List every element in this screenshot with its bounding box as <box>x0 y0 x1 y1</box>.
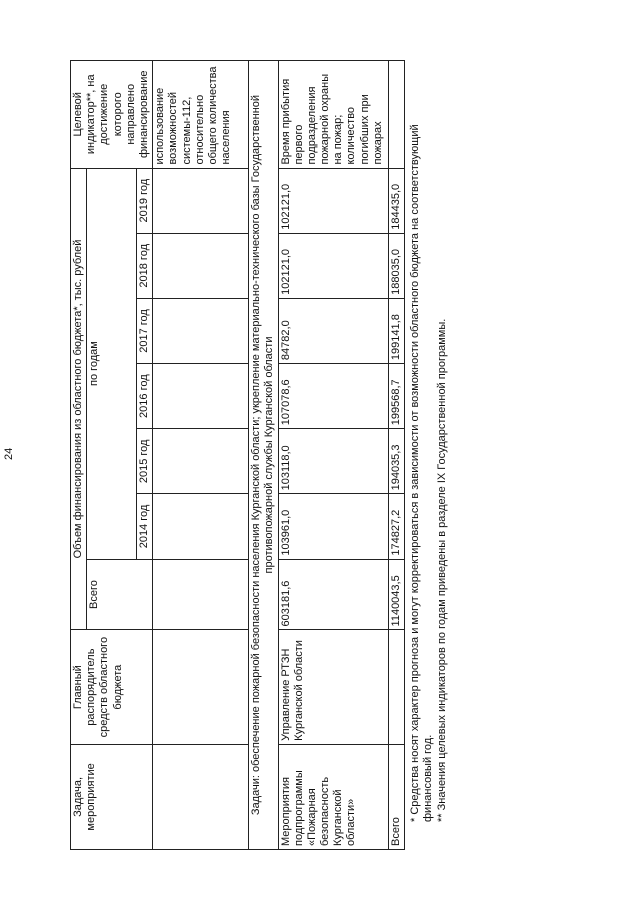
table-cell <box>153 429 249 494</box>
table-cell <box>153 744 249 849</box>
table-cell <box>388 630 404 744</box>
header-row <box>71 61 87 850</box>
activity-year-value: 103118,0 <box>278 429 388 494</box>
task-text: Задачи: обеспечение пожарной безопасности населения Курганской области; укрепление материально-технического базы Государственной противопожарной службы Курганской области <box>249 61 278 850</box>
total-value: 1140043,5 <box>388 559 404 630</box>
rotated-page-content <box>70 60 500 850</box>
total-label: Всего <box>388 744 404 849</box>
total-year-value: 184435,0 <box>388 168 404 233</box>
header-year: 2016 год <box>136 364 152 429</box>
header-total: Всего <box>87 559 153 630</box>
funding-table <box>70 60 405 850</box>
header-funding: Объем финансирования из областного бюджета*, тыс. рублей <box>71 168 87 630</box>
footnote-2: ** Значения целевых индикаторов по годам приведены в разделе IX Государственной программы. <box>436 318 449 822</box>
task-row <box>249 61 278 850</box>
table-cell <box>153 233 249 298</box>
header-task: Задача, мероприятие <box>71 744 153 849</box>
table-cell <box>153 364 249 429</box>
table-row <box>153 61 249 850</box>
activity-year-value: 103961,0 <box>278 494 388 559</box>
total-year-value: 194035,3 <box>388 429 404 494</box>
header-indicator: Целевой индикатор**, на достижение которого направлено финансирование <box>71 61 153 169</box>
header-year: 2019 год <box>136 168 152 233</box>
table-cell <box>153 494 249 559</box>
prev-indicator-cell: использование возможностей системы-112, относительно общего количества населения <box>153 61 249 169</box>
total-year-value: 199568,7 <box>388 364 404 429</box>
total-row <box>388 61 404 850</box>
activity-indicator: Время прибытия первого подразделения пожарной охраны на пожар; количество погибших при пожарах <box>278 61 388 169</box>
header-manager: Главный распорядитель средств областного бюджета <box>71 630 153 744</box>
activity-year-value: 107078,6 <box>278 364 388 429</box>
activity-total: 603181,6 <box>278 559 388 630</box>
activity-manager: Управление РТЗН Курганской области <box>278 630 388 744</box>
activity-name: Мероприятия подпрограммы «Пожарная безопасность Курганской области» <box>278 744 388 849</box>
activity-row <box>278 61 388 850</box>
activity-year-value: 84782,0 <box>278 298 388 363</box>
table-cell <box>153 298 249 363</box>
table-cell <box>388 61 404 169</box>
header-year: 2018 год <box>136 233 152 298</box>
total-year-value: 188035,0 <box>388 233 404 298</box>
total-year-value: 199141,8 <box>388 298 404 363</box>
page-number: 24 <box>3 447 15 460</box>
table-cell <box>153 168 249 233</box>
total-year-value: 174827,2 <box>388 494 404 559</box>
footnotes <box>409 60 450 850</box>
table-cell <box>153 630 249 744</box>
footnote-1: * Средства носят характер прогноза и могут корректироваться в зависимости от возможности областного бюджета на соответствующий финансовый год. <box>408 124 435 822</box>
header-year: 2015 год <box>136 429 152 494</box>
header-year: 2014 год <box>136 494 152 559</box>
header-year: 2017 год <box>136 298 152 363</box>
activity-year-value: 102121,0 <box>278 168 388 233</box>
header-by-year: по годам <box>87 168 137 559</box>
activity-year-value: 102121,0 <box>278 233 388 298</box>
table-cell <box>153 559 249 630</box>
